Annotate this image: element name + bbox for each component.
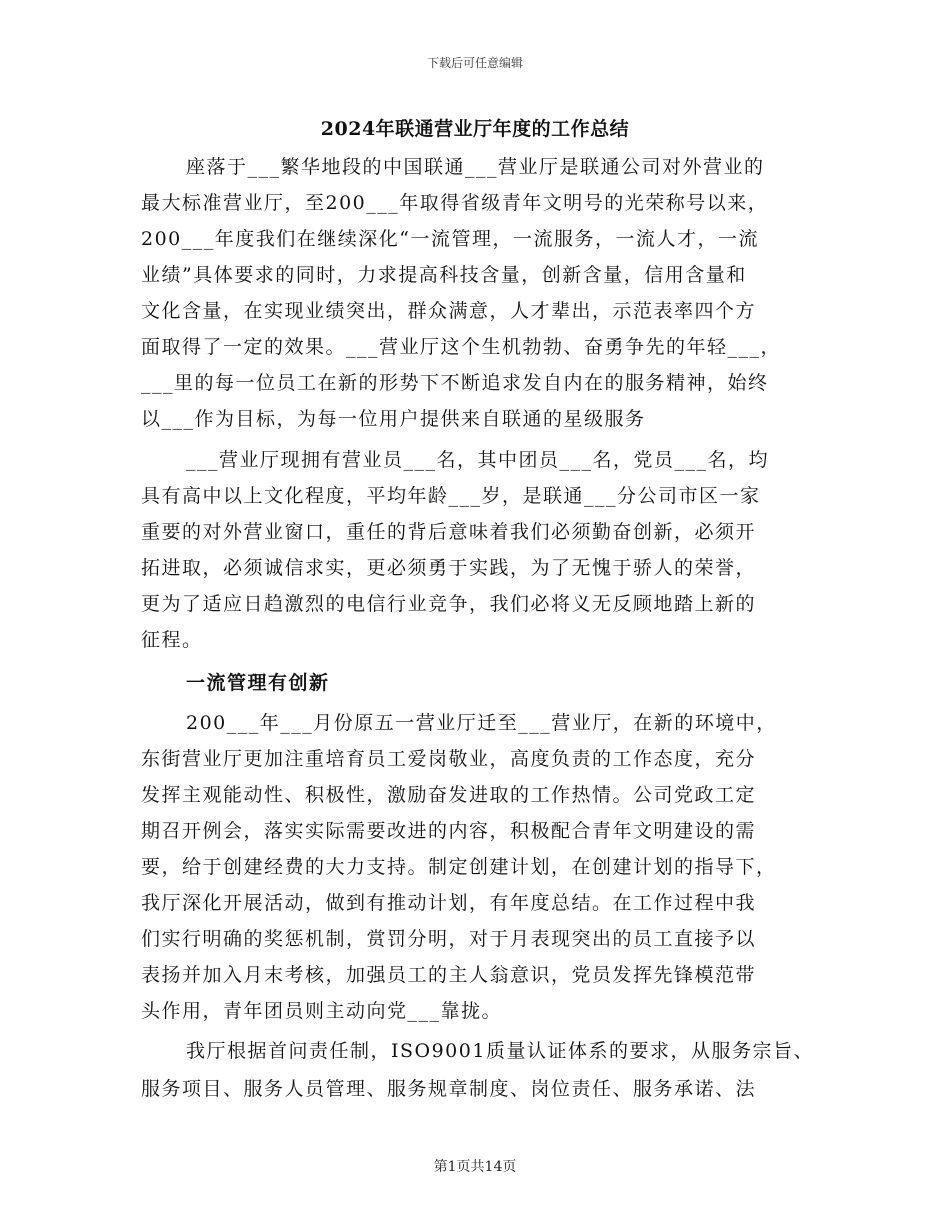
- body-line: 期召开例会，落实实际需要改进的内容，积极配合青年文明建设的需: [141, 820, 757, 842]
- body-line: 征程。: [141, 629, 203, 651]
- body-line: 文化含量，在实现业绩突出，群众满意，人才辈出，示范表率四个方: [141, 300, 757, 322]
- body-line: 发挥主观能动性、积极性，激励奋发进取的工作热情。公司党政工定: [141, 784, 757, 806]
- body-line: 们实行明确的奖惩机制，赏罚分明，对于月表现突出的员工直接予以: [141, 928, 757, 950]
- body-line: ___里的每一位员工在新的形势下不断追求发自内在的服务精神，始终: [141, 372, 769, 394]
- body-line: ___营业厅现拥有营业员___名，其中团员___名，党员___名，均: [186, 449, 770, 471]
- body-line: 面取得了一定的效果。___营业厅这个生机勃勃、奋勇争先的年轻___，: [141, 336, 782, 358]
- body-line: 东街营业厅更加注重培育员工爱岗敬业，高度负责的工作态度，充分: [141, 748, 757, 770]
- body-line: 200___年___月份原五一营业厅迁至___营业厅，在新的环境中，: [186, 712, 777, 734]
- body-line: 座落于___繁华地段的中国联通___营业厅是联通公司对外营业的: [186, 156, 765, 178]
- page-footer: 第1页共14页: [433, 1159, 517, 1175]
- body-line: 要，给于创建经费的大力支持。制定创建计划，在创建计划的指导下，: [141, 856, 777, 878]
- body-line: 服务项目、服务人员管理、服务规章制度、岗位责任、服务承诺、法: [141, 1078, 757, 1100]
- page-header: 下载后可任意编辑: [426, 56, 523, 70]
- body-line: 我厅根据首问责任制，ISO9001质量认证体系的要求，从服务宗旨、: [186, 1040, 814, 1062]
- body-line: 以___作为目标，为每一位用户提供来自联通的星级服务: [141, 408, 646, 430]
- document-title: 2024年联通营业厅年度的工作总结: [320, 118, 630, 140]
- body-line: 拓进取，必须诚信求实，更必须勇于实践，为了无愧于骄人的荣誉，: [141, 557, 757, 579]
- body-line: 最大标准营业厅，至200___年取得省级青年文明号的光荣称号以来，: [141, 192, 769, 214]
- body-line: 我厅深化开展活动，做到有推动计划，有年度总结。在工作过程中我: [141, 892, 757, 914]
- body-line: 业绩”具体要求的同时，力求提高科技含量，创新含量，信用含量和: [141, 264, 747, 286]
- body-line: 200___年度我们在继续深化“一流管理，一流服务，一流人才，一流: [141, 228, 759, 250]
- body-line: 头作用，青年团员则主动向党___靠拢。: [141, 1000, 503, 1022]
- body-line: 表扬并加入月末考核，加强员工的主人翁意识，党员发挥先锋模范带: [141, 964, 757, 986]
- body-line: 重要的对外营业窗口，重任的背后意味着我们必须勤奋创新，必须开: [141, 521, 757, 543]
- section-heading: 一流管理有创新: [186, 672, 330, 694]
- body-line: 具有高中以上文化程度，平均年龄___岁，是联通___分公司市区一家: [141, 485, 761, 507]
- body-line: 更为了适应日趋激烈的电信行业竞争，我们必将义无反顾地踏上新的: [141, 593, 757, 615]
